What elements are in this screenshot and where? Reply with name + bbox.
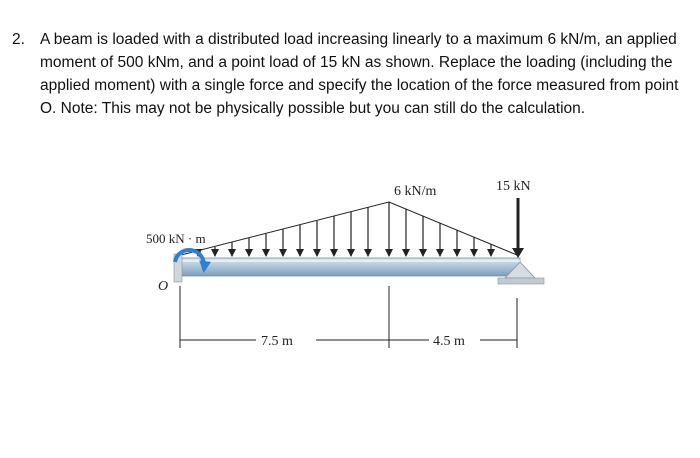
point-load-label: 15 kN [496, 179, 531, 194]
dimension-right-label: 4.5 m [433, 334, 465, 349]
beam [180, 258, 520, 276]
problem-number: 2. [12, 31, 25, 48]
point-load-arrow [512, 198, 524, 258]
moment-label: 500 kN · m [146, 231, 206, 246]
distributed-load [181, 202, 517, 256]
dimension-left-label: 7.5 m [261, 334, 293, 349]
problem-text: A beam is loaded with a distributed load increasing linearly to a maximum 6 kN/m, an applied moment of 500 kNm, and a point load of 15 kN as shown. Replace the loading (including the applied moment) with a single force and specify the location of the force measured from point O. Note: This may not be physically possible but you can still do the calculation. [40, 31, 679, 117]
distributed-load-label: 6 kN/m [394, 184, 437, 199]
dimension-lines [180, 286, 517, 348]
origin-label: O [158, 279, 169, 294]
